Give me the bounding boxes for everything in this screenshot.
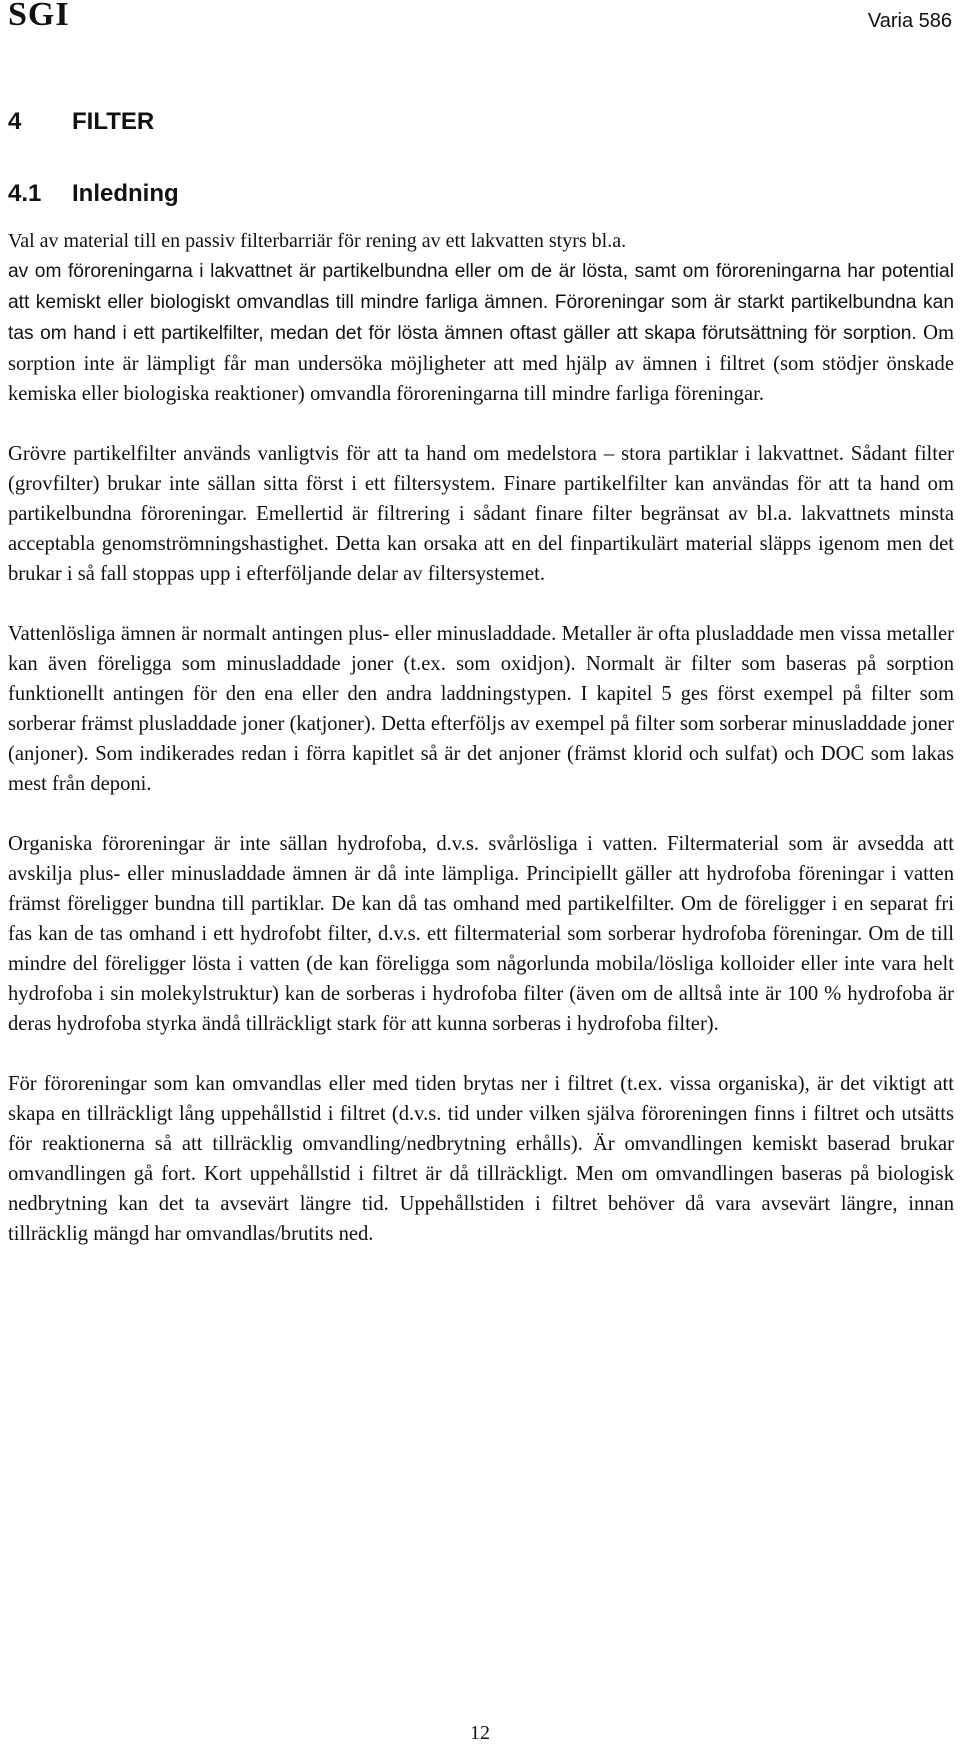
paragraph-3: Vattenlösliga ämnen är normalt antingen plus- eller minusladdade. Metaller är ofta plusladdade men vissa metaller kan även föreligga som minusladdade joner (t.ex. som oxidjon). Normalt är filter som baseras på sorption funktionellt antingen för den ena eller den andra laddningstypen. I kapitel 5 ges först exempel på filter som sorberar främst plusladdade joner (katjoner). Detta efterföljs av exempel på filter som sorberar minusladdade joner (anjoner). Som indikerades redan i förra kapitlet så är det anjoner (främst klorid och sulfat) och DOC som lakas mest från deponi. [8, 623, 954, 795]
section-number: 4.1 [8, 180, 42, 207]
sgi-logo: SGI [8, 0, 70, 33]
page-header [8, 0, 952, 40]
body-text [8, 256, 954, 1279]
page-number: 12 [470, 1722, 490, 1744]
paragraph-4: Organiska föroreningar är inte sällan hydrofoba, d.v.s. svårlösliga i vatten. Filtermaterial som är avsedda att avskilja plus- eller minusladdade ämnen är då inte lämpliga. Principiellt gäller att hydrofoba föreningar i vatten främst föreligger bundna till partiklar. De kan då tas omhand med partikelfilter. Om de föreligger i en separat fri fas kan de tas omhand i ett hydrofobt filter, d.v.s. ett filtermaterial som sorberar hydrofoba föreningar. Om de till mindre del föreligger lösta i vatten (de kan föreligga som någorlunda mobila/lösliga kolloider eller inte vara helt hydrofoba i sin molekylstruktur) kan de sorberas i hydrofoba filter (även om de alltså inte är 100 % hydrofoba är deras hydrofoba styrka ändå tillräckligt stark för att kunna sorberas i hydrofoba filter). [8, 833, 954, 1035]
paragraph-1-sans-part: av om föroreningarna i lakvattnet är partikelbundna eller om de är lösta, samt om föroreningarna har potential att kemiskt eller biologiskt omvandlas till mindre farliga ämnen. Föroreningar som är starkt partikelbundna kan tas om hand i ett partikelfilter, medan det för lösta ämnen oftast gäller att skapa förutsättning för sorption. [8, 261, 954, 344]
paragraph-5: För föroreningar som kan omvandlas eller med tiden brytas ner i filtret (t.ex. vissa organiska), är det viktigt att skapa en tillräckligt lång uppehållstid i filtret (d.v.s. tid under vilken själva föroreningen finns i filtret och utsätts för reaktionerna så att tillräcklig omvandling/nedbrytning erhålls). Är omvandlingen kemiskt baserad brukar omvandlingen gå fort. Kort uppehållstid i filtret är då tillräckligt. Men om omvandlingen baseras på biologisk nedbrytning kan det ta avsevärt längre tid. Uppehållstiden i filtret behöver då vara avsevärt längre, innan tillräcklig mängd har omvandlas/brutits ned. [8, 1073, 954, 1245]
section-heading [8, 180, 179, 208]
series-label: Varia 586 [867, 10, 952, 32]
chapter-number: 4 [8, 108, 22, 135]
chapter-heading [8, 108, 154, 136]
paragraph-2: Grövre partikelfilter används vanligtvis för att ta hand om medelstora – stora partiklar i lakvattnet. Sådant filter (grovfilter) brukar inte sällan sitta först i ett filtersystem. Finare partikelfilter kan användas för att ta hand om partikelbundna föroreningar. Emellertid är filtrering i sådant finare filter begränsat av bl.a. lakvattnets minsta acceptabla genomströmningshastighet. Detta kan orsaka att en del finpartikulärt material släpps igenom men det brukar i så fall stoppas upp i efterföljande delar av filtersystemet. [8, 443, 954, 585]
section-title: Inledning [72, 180, 179, 207]
intro-line: Val av material till en passiv filterbarriär för rening av ett lakvatten styrs bl.a. [8, 230, 627, 252]
paragraph-1 [8, 256, 954, 409]
chapter-title: FILTER [72, 108, 155, 135]
paragraph-1-serif-part: Om sorption inte är lämpligt får man undersöka möjligheter att med hjälp av ämnen i filtret (som stödjer önskade kemiska eller biologiska reaktioner) omvandla föroreningarna till mindre farliga föreningar. [8, 322, 954, 405]
